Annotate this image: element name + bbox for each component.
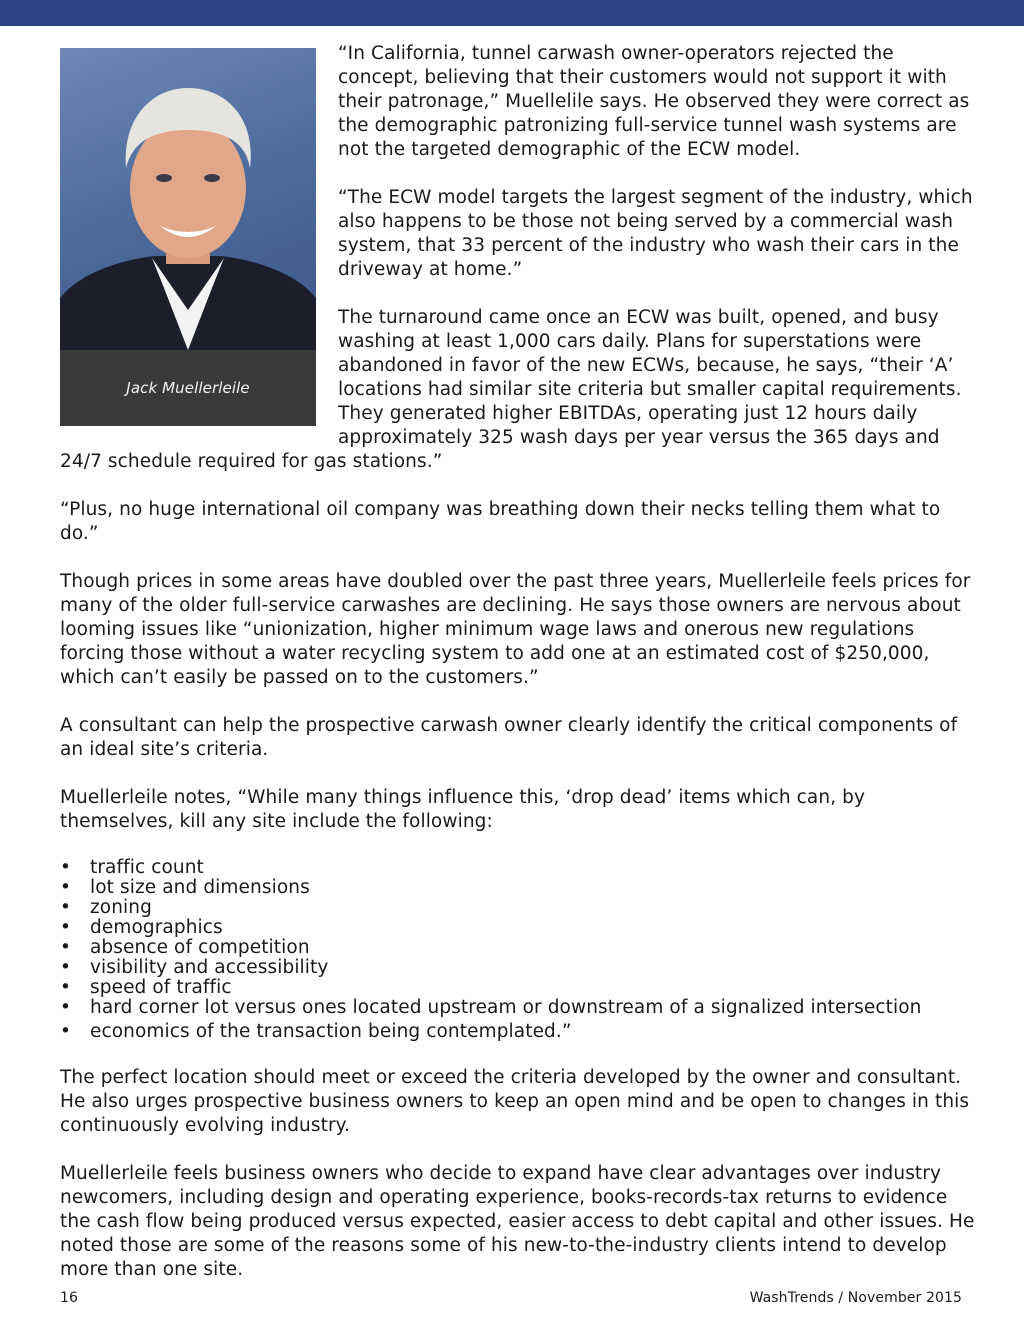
paragraph: “The ECW model targets the largest segment of the industry, which also happens to be those not being served by a commercial wash system, that 33 percent of the industry who wash their cars in the driveway at home.”: [338, 187, 973, 280]
list-item: • hard corner lot versus ones located upstream or downstream of a signalized intersection: [60, 998, 975, 1018]
list-item: • zoning: [60, 898, 975, 918]
page-number: 16: [60, 1290, 79, 1306]
photo-box: [60, 48, 316, 426]
paragraph: “Plus, no huge international oil company was breathing down their necks telling them what to do.”: [60, 499, 941, 544]
list-item: • speed of traffic: [60, 978, 975, 998]
list-item: • absence of competition: [60, 938, 975, 958]
list-item: • lot size and dimensions: [60, 878, 975, 898]
page-footer: [60, 1286, 962, 1310]
paragraph: Muellerleile feels business owners who decide to expand have clear advantages over industry newcomers, including design and operating experience, books-records-tax returns to evidence the cash flow being produced versus expected, easier access to debt capital and other issues. He noted those are some of the reasons some of his new-to-the-industry clients intend to develop more than one site.: [60, 1163, 975, 1280]
portrait-photo: [60, 48, 316, 350]
paragraph: Though prices in some areas have doubled over the past three years, Muellerleile feels prices for many of the older full-service carwashes are declining. He says those owners are nervous about looming issues like “unionization, higher minimum wage laws and onerous new regulations forcing those without a water recycling system to add one at an estimated cost of $250,000, which can’t easily be passed on to the customers.”: [60, 571, 971, 688]
paragraph: Muellerleile notes, “While many things influence this, ‘drop dead’ items which can, by themselves, kill any site include the following:: [60, 787, 866, 832]
list-item: • economics of the transaction being contemplated.”: [60, 1022, 975, 1042]
criteria-list: [60, 858, 975, 1042]
paragraph: “In California, tunnel carwash owner-operators rejected the concept, believing that their customers would not support it with their patronage,” Muellelile says. He observed they were correct as the demographic patronizing full-service tunnel wash systems are not the targeted demographic of the ECW model.: [338, 43, 970, 160]
paragraph: The turnaround came once an ECW was built, opened, and busy washing at least 1,000 cars daily. Plans for superstations were abandoned in favor of the new ECWs, because, he says, “their ‘A’ locations had similar site criteria but smaller capital requirements. They generated higher EBITDAs, operating just 12 hours daily approximately 325 wash days per year versus the 365 days and 24/7 schedule required for gas stations.”: [60, 307, 962, 472]
list-item: • visibility and accessibility: [60, 958, 975, 978]
publication-line: WashTrends / November 2015: [749, 1290, 962, 1306]
top-color-bar: [0, 0, 1024, 26]
paragraph: A consultant can help the prospective carwash owner clearly identify the critical components of an ideal site’s criteria.: [60, 715, 958, 760]
paragraph: The perfect location should meet or exceed the criteria developed by the owner and consultant. He also urges prospective business owners to keep an open mind and be open to changes in this continuously evolving industry.: [60, 1067, 970, 1136]
photo-caption: Jack Muellerleile: [126, 379, 250, 397]
list-item: • traffic count: [60, 858, 975, 878]
list-item: • demographics: [60, 918, 975, 938]
portrait-illustration: [60, 48, 316, 350]
article-body: [60, 43, 975, 1306]
